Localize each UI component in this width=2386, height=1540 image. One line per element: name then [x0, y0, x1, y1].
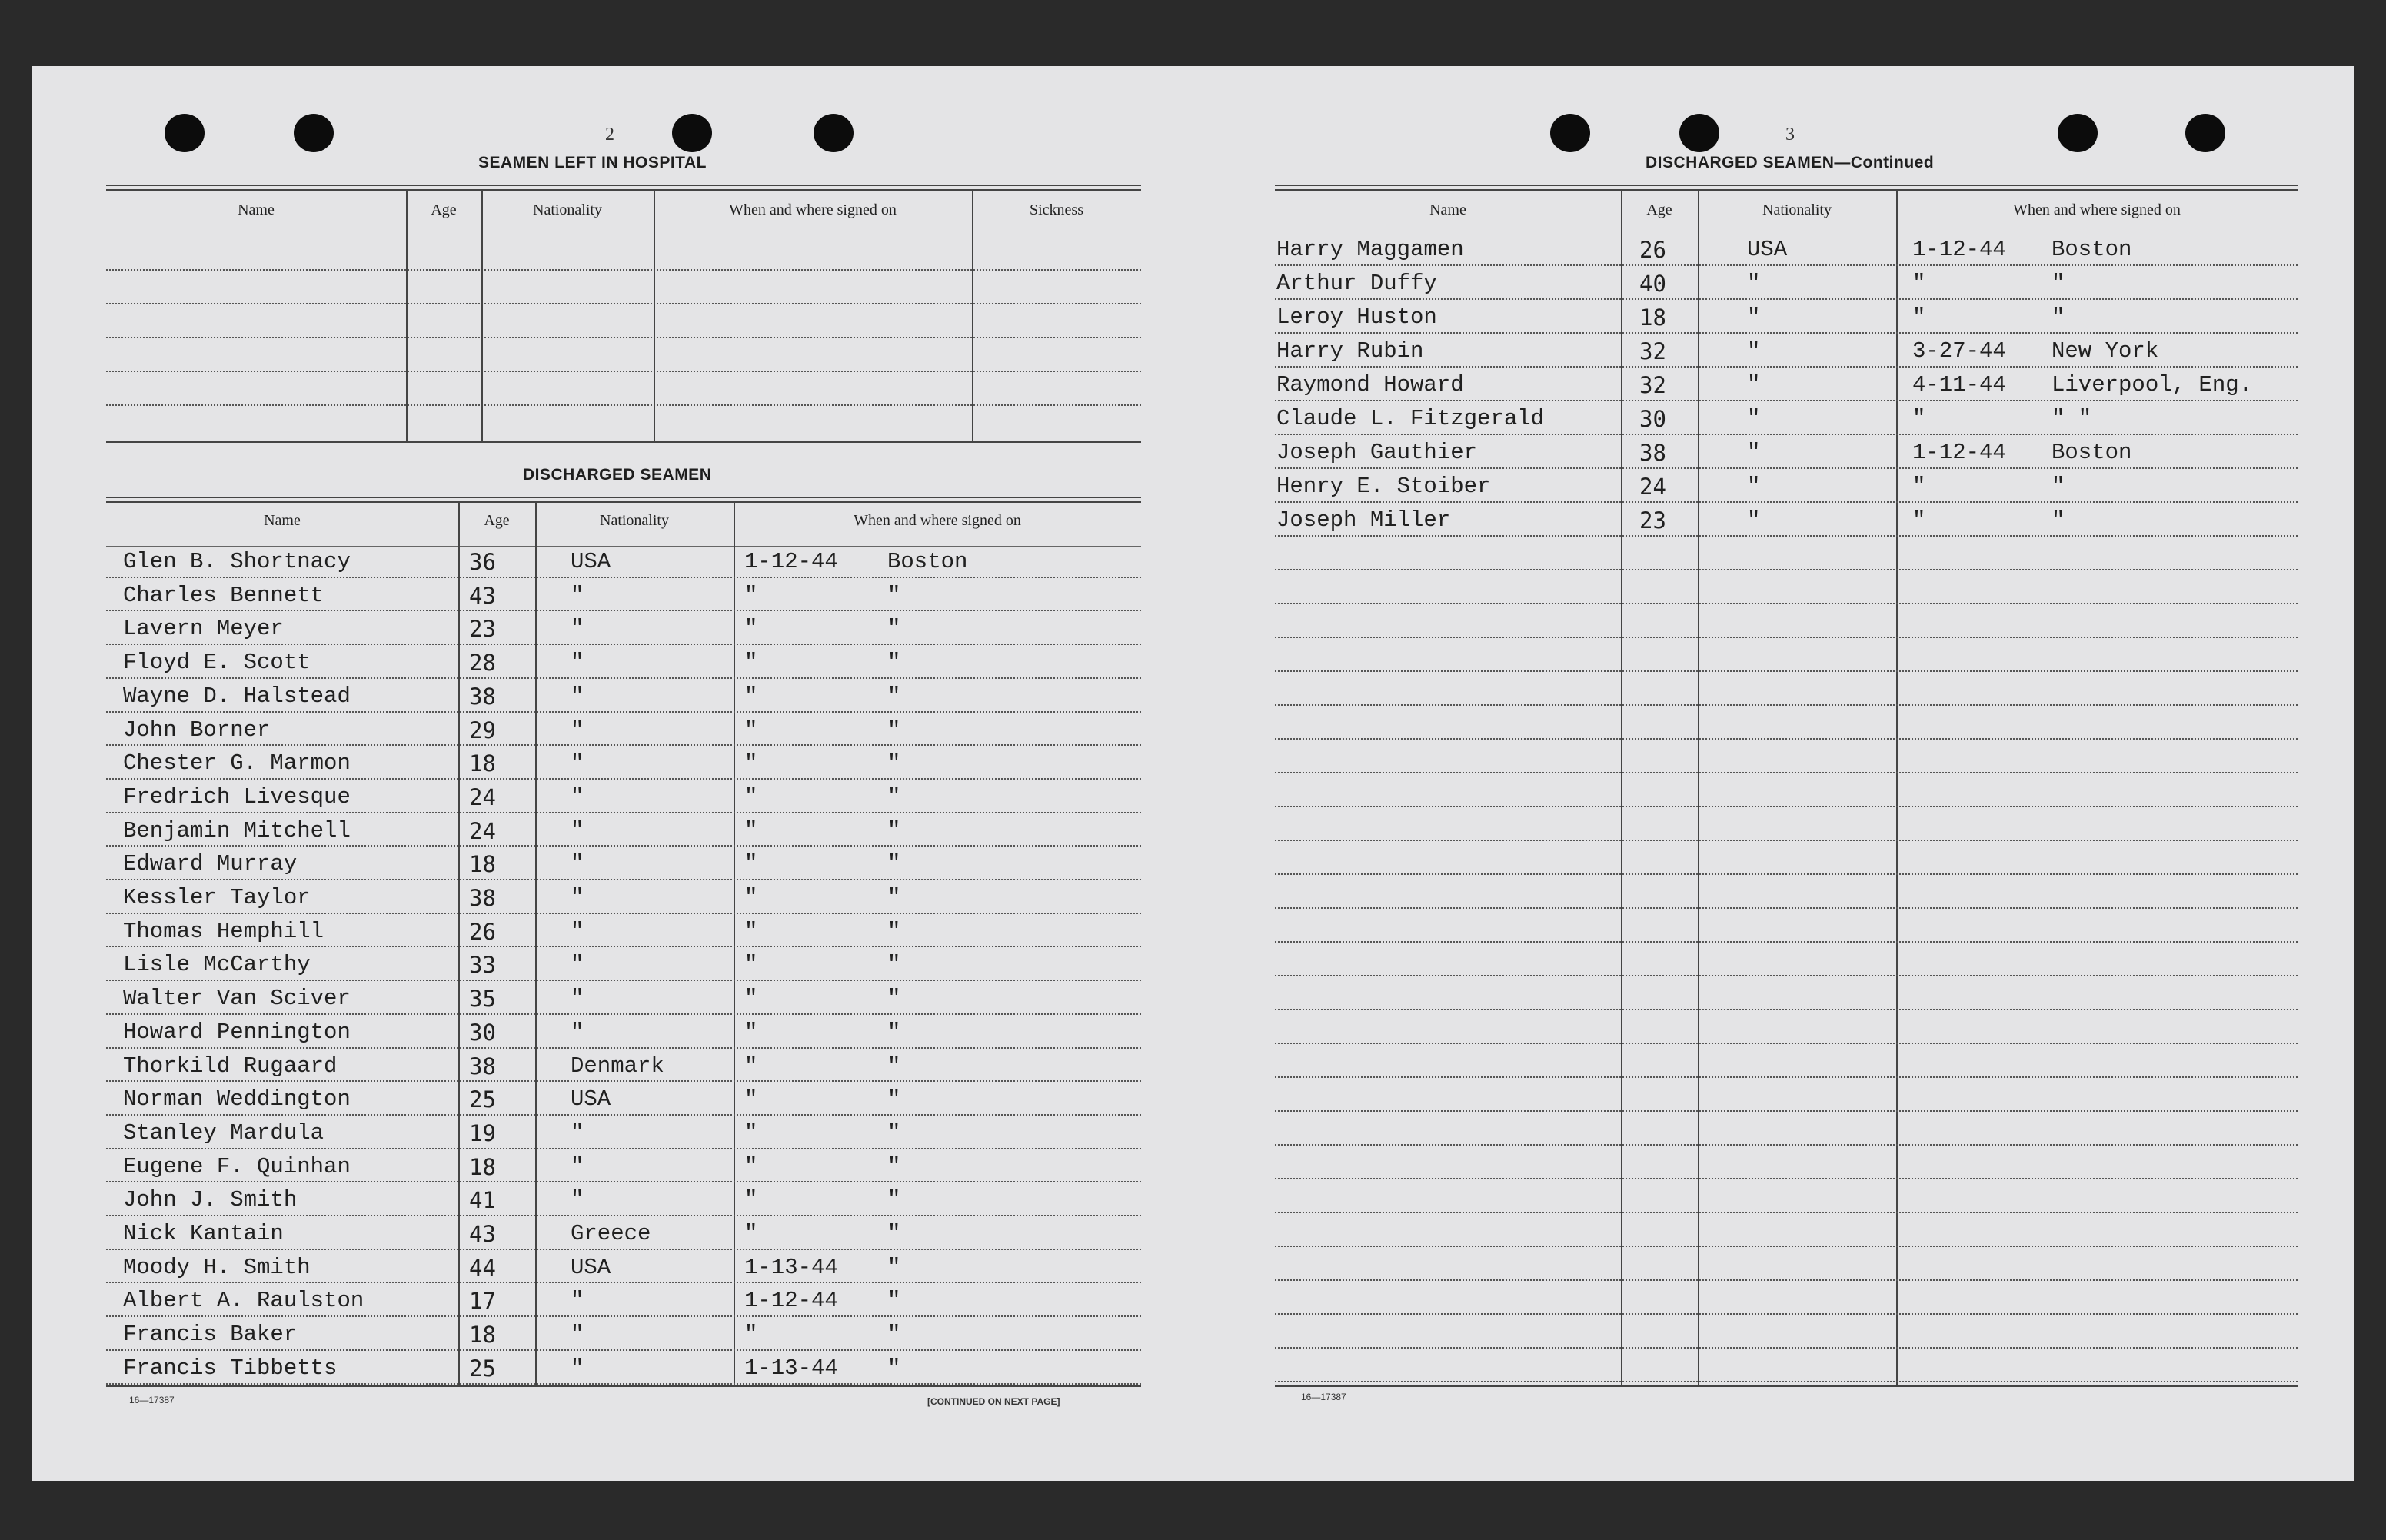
signed-on-place: " [887, 1355, 901, 1381]
seaman-age: 23 [469, 616, 496, 643]
row-rule [106, 337, 1141, 338]
signed-on-place: " [887, 1086, 901, 1113]
signed-on-place: " [887, 1187, 901, 1213]
row-rule [1275, 704, 2298, 706]
seaman-age: 38 [469, 885, 496, 911]
seaman-name: Norman Weddington [123, 1086, 351, 1113]
row-rule [1275, 1246, 2298, 1247]
signed-on-place: " [887, 1288, 901, 1314]
left-page [32, 66, 1193, 1481]
row-rule [106, 946, 1141, 947]
seaman-name: Benjamin Mitchell [123, 817, 351, 843]
seaman-name: Albert A. Raulston [123, 1288, 364, 1314]
page-number: 2 [605, 125, 614, 145]
row-rule [1275, 941, 2298, 943]
signed-on-date: " [1912, 507, 1926, 533]
row-rule [1275, 264, 2298, 266]
seaman-name: Leroy Huston [1276, 304, 1437, 330]
row-rule [1275, 434, 2298, 435]
seaman-age: 25 [469, 1086, 496, 1113]
page-number: 3 [1785, 125, 1795, 145]
seaman-name: Joseph Gauthier [1276, 440, 1478, 465]
seaman-name: Harry Rubin [1276, 338, 1424, 364]
row-rule [106, 404, 1141, 406]
seaman-nationality: USA [571, 1254, 611, 1280]
signed-on-date: " [744, 817, 758, 843]
row-rule [1275, 738, 2298, 740]
signed-on-date: " [744, 986, 758, 1012]
row-rule [1275, 400, 2298, 401]
row-rule [106, 644, 1141, 645]
seaman-nationality: " [571, 986, 584, 1012]
seaman-age: 18 [469, 1153, 496, 1180]
row-rule [1275, 501, 2298, 503]
signed-on-date: " [1912, 271, 1926, 296]
continued-note: [CONTINUED ON NEXT PAGE] [927, 1396, 1060, 1407]
seaman-name: Glen B. Shortnacy [123, 549, 351, 574]
signed-on-place: " [887, 750, 901, 777]
signed-on-date: " [744, 1053, 758, 1079]
seaman-nationality: " [571, 1355, 584, 1381]
seaman-age: 29 [469, 717, 496, 743]
signed-on-place: Boston [2052, 440, 2132, 465]
signed-on-place: " [887, 717, 901, 743]
row-rule [1275, 975, 2298, 976]
seaman-name: Francis Baker [123, 1322, 298, 1348]
row-rule [106, 778, 1141, 780]
signed-on-place: " [887, 1221, 901, 1246]
seaman-name: Fredrich Livesque [123, 783, 351, 810]
signed-on-date: 1-12-44 [1912, 237, 2006, 262]
signed-on-place: " [887, 683, 901, 709]
seaman-age: 35 [469, 986, 496, 1013]
row-rule [106, 677, 1141, 679]
signed-on-place: " [887, 582, 901, 608]
seaman-age: 43 [469, 1221, 496, 1247]
row-rule [106, 610, 1141, 611]
row-rule [106, 1013, 1141, 1015]
seaman-name: John Borner [123, 717, 271, 743]
signed-on-date: 4-11-44 [1912, 372, 2006, 397]
row-rule [106, 913, 1141, 914]
signed-on-date: " [1912, 304, 1926, 330]
seaman-nationality: " [1747, 372, 1761, 397]
row-rule [106, 577, 1141, 578]
seaman-age: 18 [469, 1322, 496, 1349]
row-rule [106, 845, 1141, 847]
signed-on-place: Liverpool, Eng. [2052, 372, 2253, 397]
table-top-rule [106, 501, 1141, 503]
seaman-age: 43 [469, 582, 496, 609]
seaman-age: 24 [469, 783, 496, 810]
signed-on-date: 1-12-44 [744, 1288, 838, 1314]
row-rule [1275, 1043, 2298, 1044]
seaman-age: 24 [469, 817, 496, 844]
seaman-name: Harry Maggamen [1276, 237, 1464, 262]
seaman-nationality: " [1747, 271, 1761, 296]
seaman-name: Raymond Howard [1276, 372, 1464, 397]
seaman-name: Charles Bennett [123, 582, 324, 608]
signed-on-place: " [2052, 507, 2065, 533]
document-sheet [32, 66, 2354, 1481]
seaman-nationality: Denmark [571, 1053, 664, 1079]
row-rule [1275, 1279, 2298, 1281]
punch-hole [2185, 114, 2225, 152]
seaman-name: Walter Van Sciver [123, 986, 351, 1012]
seaman-name: Lisle McCarthy [123, 952, 311, 978]
seaman-name: Eugene F. Quinhan [123, 1153, 351, 1179]
row-rule [106, 1181, 1141, 1182]
col-header-sickness: Sickness [1030, 201, 1083, 218]
col-header-signed-on: When and where signed on [729, 201, 897, 218]
table-top-rule [106, 189, 1141, 191]
table-bottom-rule [1275, 1385, 2298, 1387]
seaman-name: Henry E. Stoiber [1276, 474, 1491, 499]
row-rule [106, 269, 1141, 271]
seaman-nationality: " [571, 717, 584, 743]
col-header-nationality: Nationality [1762, 201, 1832, 218]
row-rule [106, 879, 1141, 880]
row-rule [1275, 1009, 2298, 1010]
seaman-name: Thorkild Rugaard [123, 1053, 338, 1079]
col-header-name: Name [1429, 201, 1466, 218]
signed-on-date: " [744, 885, 758, 910]
table-top-rule [1275, 185, 2298, 186]
signed-on-date: 1-12-44 [1912, 440, 2006, 465]
seaman-nationality: " [571, 650, 584, 676]
seaman-age: 18 [469, 851, 496, 878]
seaman-age: 18 [1639, 304, 1666, 331]
row-rule [1275, 1178, 2298, 1179]
signed-on-date: " [744, 918, 758, 944]
signed-on-place: " [2052, 474, 2065, 499]
seaman-name: Wayne D. Halstead [123, 683, 351, 709]
header-rule [106, 546, 1141, 547]
signed-on-place: " [887, 1322, 901, 1348]
seaman-age: 23 [1639, 507, 1666, 534]
row-rule [106, 1080, 1141, 1082]
punch-hole [2058, 114, 2098, 152]
row-rule [106, 1215, 1141, 1216]
table-top-rule [106, 497, 1141, 498]
seaman-nationality: " [571, 783, 584, 810]
column-divider [535, 501, 537, 1385]
seaman-nationality: " [571, 1119, 584, 1146]
seaman-name: Kessler Taylor [123, 885, 311, 910]
seaman-name: Nick Kantain [123, 1221, 284, 1246]
row-rule [1275, 366, 2298, 368]
row-rule [1275, 1110, 2298, 1112]
signed-on-date: 1-13-44 [744, 1254, 838, 1280]
column-divider [406, 189, 408, 441]
col-header-age: Age [484, 512, 510, 529]
seaman-nationality: " [1747, 304, 1761, 330]
signed-on-place: " [887, 1119, 901, 1146]
signed-on-date: " [744, 1119, 758, 1146]
signed-on-place: " [2052, 304, 2065, 330]
column-divider [972, 189, 973, 441]
row-rule [106, 980, 1141, 981]
seaman-age: 26 [469, 918, 496, 945]
seaman-name: John J. Smith [123, 1187, 298, 1213]
row-rule [106, 711, 1141, 713]
seaman-age: 17 [469, 1288, 496, 1315]
row-rule [1275, 535, 2298, 537]
row-rule [1275, 467, 2298, 469]
row-rule [106, 371, 1141, 372]
seaman-nationality: " [571, 1153, 584, 1179]
seaman-age: 40 [1639, 271, 1666, 297]
seaman-nationality: USA [571, 549, 611, 574]
signed-on-date: " [744, 783, 758, 810]
signed-on-place: Boston [887, 549, 968, 574]
seaman-nationality: Greece [571, 1221, 651, 1246]
col-header-nationality: Nationality [533, 201, 602, 218]
seaman-age: 38 [469, 683, 496, 710]
row-rule [106, 744, 1141, 746]
punch-hole [165, 114, 205, 152]
row-rule [1275, 670, 2298, 672]
row-rule [106, 812, 1141, 813]
seaman-age: 33 [469, 952, 496, 979]
seaman-nationality: " [571, 750, 584, 777]
seaman-age: 36 [469, 549, 496, 575]
row-rule [1275, 806, 2298, 807]
row-rule [1275, 1381, 2298, 1382]
seaman-age: 44 [469, 1254, 496, 1281]
signed-on-date: 1-13-44 [744, 1355, 838, 1381]
signed-on-date: " [744, 683, 758, 709]
seaman-nationality: " [1747, 338, 1761, 364]
seaman-nationality: " [571, 1322, 584, 1348]
seaman-name: Joseph Miller [1276, 507, 1451, 533]
signed-on-date: " [744, 1153, 758, 1179]
row-rule [106, 1148, 1141, 1149]
seaman-nationality: " [571, 885, 584, 910]
row-rule [106, 1047, 1141, 1049]
form-number: 16—17387 [129, 1395, 175, 1405]
seaman-age: 28 [469, 650, 496, 677]
seaman-age: 18 [469, 750, 496, 777]
col-header-signed-on: When and where signed on [2013, 201, 2181, 218]
seaman-nationality: " [571, 952, 584, 978]
row-rule [106, 303, 1141, 304]
column-divider [458, 501, 460, 1385]
signed-on-place: " [2052, 271, 2065, 296]
seaman-age: 19 [469, 1119, 496, 1146]
row-rule [1275, 907, 2298, 909]
column-divider [481, 189, 483, 441]
signed-on-date: " [744, 650, 758, 676]
row-rule [1275, 873, 2298, 875]
seaman-age: 26 [1639, 237, 1666, 263]
signed-on-date: " [1912, 406, 1926, 431]
col-header-signed-on: When and where signed on [854, 512, 1021, 529]
seaman-nationality: " [571, 616, 584, 642]
signed-on-date: " [744, 1221, 758, 1246]
seaman-nationality: USA [571, 1086, 611, 1113]
seaman-name: Edward Murray [123, 851, 298, 877]
seaman-age: 38 [1639, 440, 1666, 466]
row-rule [1275, 569, 2298, 570]
signed-on-place: " [887, 1053, 901, 1079]
signed-on-date: " [744, 1322, 758, 1348]
signed-on-place: " [887, 885, 901, 910]
signed-on-place: " [887, 1019, 901, 1045]
row-rule [1275, 1144, 2298, 1146]
column-divider [1698, 189, 1699, 1385]
row-rule [1275, 1076, 2298, 1078]
table-top-rule [106, 185, 1141, 186]
seaman-nationality: " [571, 918, 584, 944]
signed-on-date: 1-12-44 [744, 549, 838, 574]
signed-on-date: " [1912, 474, 1926, 499]
signed-on-place: " [887, 650, 901, 676]
row-rule [1275, 332, 2298, 334]
row-rule [1275, 1347, 2298, 1349]
row-rule [1275, 637, 2298, 638]
seaman-name: Arthur Duffy [1276, 271, 1437, 296]
signed-on-place: " [887, 986, 901, 1012]
col-header-nationality: Nationality [600, 512, 669, 529]
discharged-section-title: DISCHARGED SEAMEN [523, 466, 712, 484]
col-header-age: Age [431, 201, 457, 218]
seaman-name: Francis Tibbetts [123, 1355, 338, 1381]
signed-on-date: " [744, 717, 758, 743]
signed-on-place: " [887, 783, 901, 810]
signed-on-place: " [887, 1254, 901, 1280]
seaman-age: 30 [469, 1019, 496, 1046]
row-rule [1275, 772, 2298, 773]
seaman-age: 32 [1639, 338, 1666, 364]
form-number: 16—17387 [1301, 1392, 1346, 1402]
signed-on-place: " [887, 1153, 901, 1179]
row-rule [1275, 840, 2298, 841]
row-rule [106, 1114, 1141, 1116]
signed-on-place: " [887, 918, 901, 944]
column-divider [654, 189, 655, 441]
punch-hole [672, 114, 712, 152]
col-header-name: Name [264, 512, 301, 529]
seaman-nationality: USA [1747, 237, 1788, 262]
row-rule [106, 1315, 1141, 1317]
table-bottom-rule [106, 441, 1141, 443]
row-rule [1275, 603, 2298, 604]
row-rule [106, 1282, 1141, 1283]
signed-on-place: " [887, 952, 901, 978]
row-rule [106, 1249, 1141, 1250]
seaman-name: Howard Pennington [123, 1019, 351, 1045]
signed-on-date: " [744, 616, 758, 642]
seaman-name: Lavern Meyer [123, 616, 284, 642]
punch-hole [814, 114, 854, 152]
seaman-nationality: " [1747, 406, 1761, 431]
seaman-nationality: " [571, 1187, 584, 1213]
seaman-age: 25 [469, 1355, 496, 1382]
seaman-name: Chester G. Marmon [123, 750, 351, 777]
seaman-name: Stanley Mardula [123, 1119, 324, 1146]
table-bottom-rule [106, 1385, 1141, 1387]
signed-on-date: " [744, 1019, 758, 1045]
column-divider [1621, 189, 1622, 1385]
seaman-nationality: " [1747, 440, 1761, 465]
seaman-name: Moody H. Smith [123, 1254, 311, 1280]
seaman-nationality: " [1747, 474, 1761, 499]
punch-hole [1679, 114, 1719, 152]
seaman-age: 38 [469, 1053, 496, 1079]
row-rule [106, 1383, 1141, 1385]
signed-on-date: " [744, 750, 758, 777]
table-top-rule [1275, 189, 2298, 191]
seaman-age: 41 [469, 1187, 496, 1214]
seaman-age: 30 [1639, 406, 1666, 432]
col-header-name: Name [238, 201, 275, 218]
seaman-nationality: " [571, 683, 584, 709]
column-divider [1896, 189, 1898, 1385]
signed-on-place: " [887, 817, 901, 843]
seaman-name: Floyd E. Scott [123, 650, 311, 676]
col-header-age: Age [1646, 201, 1672, 218]
signed-on-place: Boston [2052, 237, 2132, 262]
signed-on-date: " [744, 1086, 758, 1113]
seaman-nationality: " [571, 1019, 584, 1045]
seaman-nationality: " [571, 817, 584, 843]
seaman-nationality: " [571, 851, 584, 877]
discharged-continued-title: DISCHARGED SEAMEN—Continued [1646, 154, 1935, 171]
seaman-nationality: " [571, 1288, 584, 1314]
row-rule [1275, 1212, 2298, 1213]
row-rule [1275, 1313, 2298, 1315]
seaman-name: Thomas Hemphill [123, 918, 324, 944]
punch-hole [1550, 114, 1590, 152]
signed-on-place: New York [2052, 338, 2159, 364]
signed-on-place: " " [2052, 406, 2092, 431]
seaman-age: 32 [1639, 372, 1666, 398]
punch-hole [294, 114, 334, 152]
seaman-nationality: " [571, 582, 584, 608]
right-page [1193, 66, 2354, 1481]
seaman-age: 24 [1639, 474, 1666, 500]
signed-on-date: " [744, 582, 758, 608]
column-divider [734, 501, 735, 1385]
signed-on-date: 3-27-44 [1912, 338, 2006, 364]
signed-on-place: " [887, 851, 901, 877]
signed-on-place: " [887, 616, 901, 642]
signed-on-date: " [744, 1187, 758, 1213]
signed-on-date: " [744, 952, 758, 978]
seaman-name: Claude L. Fitzgerald [1276, 406, 1545, 431]
seaman-nationality: " [1747, 507, 1761, 533]
hospital-section-title: SEAMEN LEFT IN HOSPITAL [478, 154, 707, 171]
row-rule [106, 1349, 1141, 1351]
signed-on-date: " [744, 851, 758, 877]
row-rule [1275, 298, 2298, 300]
